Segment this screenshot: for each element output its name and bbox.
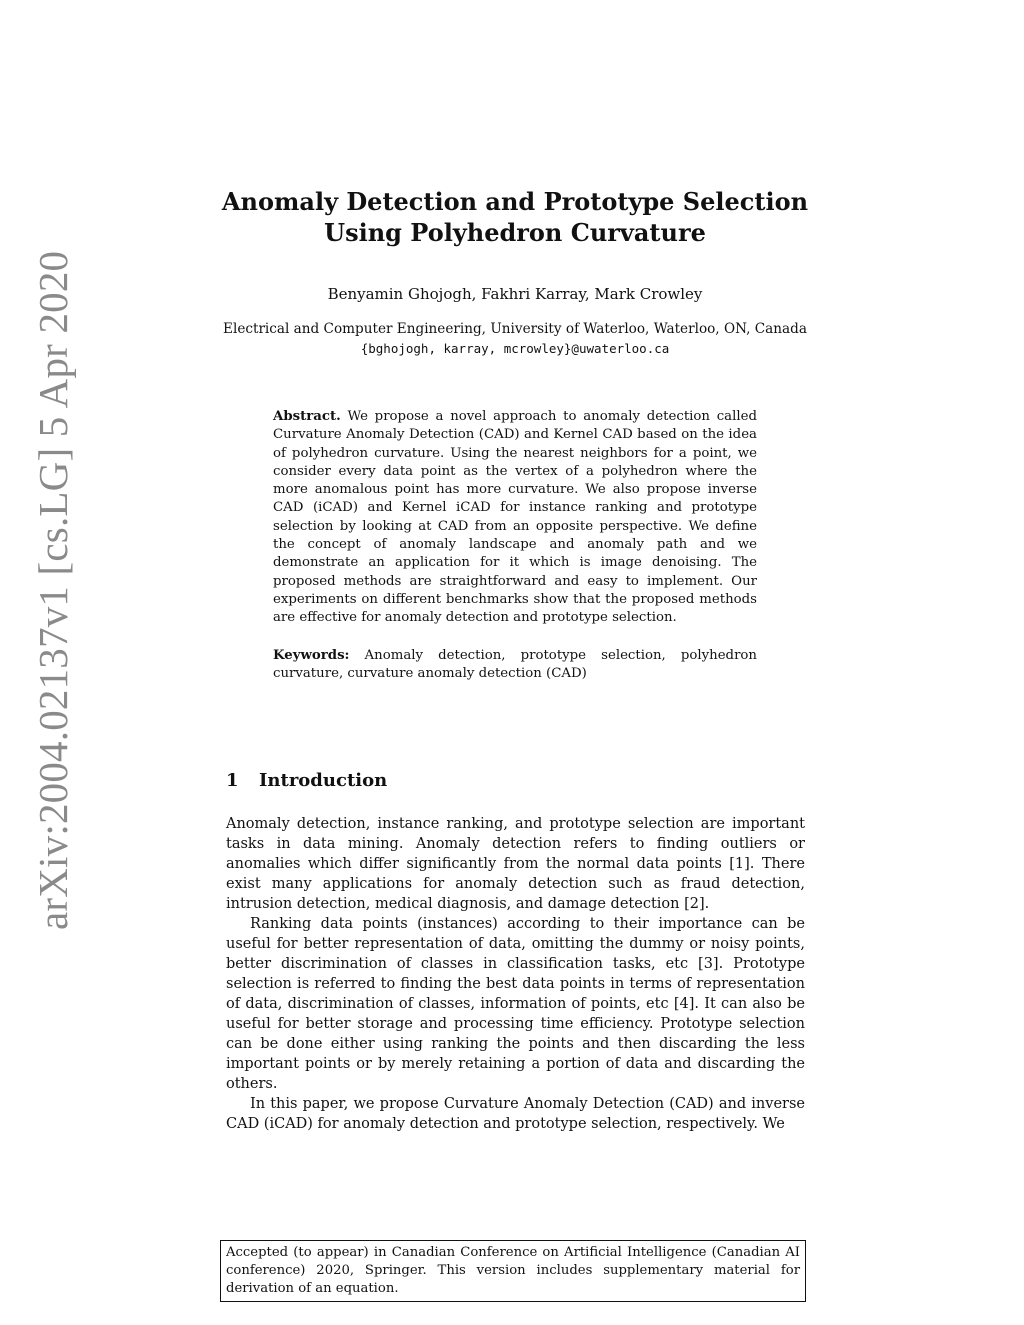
- acceptance-note: Accepted (to appear) in Canadian Conference on Artificial Intelligence (Canadian AI conference) 2020, Springer. This version includes supplementary material for derivation of an equation.: [220, 1240, 806, 1302]
- section-number: 1: [226, 770, 239, 791]
- abstract-label: Abstract.: [273, 409, 341, 424]
- section-title: Introduction: [259, 770, 388, 791]
- introduction-body: [226, 814, 805, 1134]
- arxiv-identifier-stamp: arXiv:2004.02137v1 [cs.LG] 5 Apr 2020: [30, 250, 76, 930]
- abstract-text: We propose a novel approach to anomaly detection called Curvature Anomaly Detection (CAD) and Kernel CAD based on the idea of polyhedron curvature. Using the nearest neighbors for a point, we consider every data point as the vertex of a polyhedron where the more anomalous point has more curvature. We also propose inverse CAD (iCAD) and Kernel iCAD for instance ranking and prototype selection by looking at CAD from an opposite perspective. We define the concept of anomaly landscape and anomaly path and we demonstrate an application for it which is image denoising. The proposed methods are straightforward and easy to implement. Our experiments on different benchmarks show that the proposed methods are effective for anomaly detection and prototype selection.: [273, 409, 757, 626]
- section-heading-introduction: [226, 769, 387, 793]
- paragraph: Ranking data points (instances) according to their importance can be useful for better representation of data, omitting the dummy or noisy points, better discrimination of classes in classification tasks, etc [3]. Prototype selection is referred to finding the best data points in terms of representation of data, discrimination of classes, information of points, etc [4]. It can also be useful for better storage and processing time efficiency. Prototype selection can be done either using ranking the points and then discarding the less important points or by merely retaining a portion of data and discarding the others.: [226, 916, 805, 1092]
- author-list: Benyamin Ghojogh, Fakhri Karray, Mark Crowley: [327, 285, 703, 303]
- affiliation-block: [200, 320, 830, 358]
- affiliation: Electrical and Computer Engineering, University of Waterloo, Waterloo, ON, Canada: [223, 321, 807, 337]
- paper-title: [200, 186, 830, 248]
- author-emails: {bghojogh, karray, mcrowley}@uwaterloo.ca: [360, 341, 670, 356]
- paragraph: In this paper, we propose Curvature Anomaly Detection (CAD) and inverse CAD (iCAD) for anomaly detection and prototype selection, respectively. We: [226, 1096, 805, 1132]
- keywords: [273, 647, 757, 684]
- title-line-1: Anomaly Detection and Prototype Selection: [221, 187, 809, 216]
- paragraph: Anomaly detection, instance ranking, and prototype selection are important tasks in data mining. Anomaly detection refers to finding outliers or anomalies which differ significantly from the normal data points [1]. There exist many applications for anomaly detection such as fraud detection, intrusion detection, medical diagnosis, and damage detection [2].: [226, 816, 805, 912]
- title-line-2: Using Polyhedron Curvature: [324, 218, 706, 247]
- keywords-text: Anomaly detection, prototype selection, polyhedron curvature, curvature anomaly detection (CAD): [273, 648, 757, 682]
- keywords-label: Keywords:: [273, 648, 350, 663]
- abstract: [273, 408, 757, 628]
